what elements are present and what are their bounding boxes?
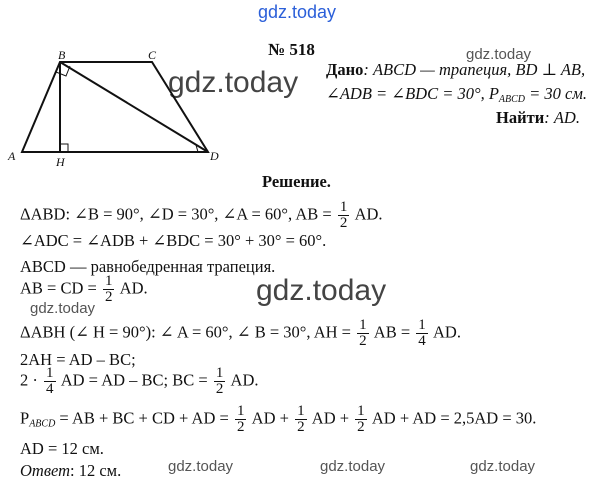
watermark-top: gdz.today <box>258 2 337 22</box>
solution-line-7: 2 · $\frac{1}{4}$ AD = AD – BC; BC = $\frac{1}{2}$ AD. <box>20 365 259 397</box>
trapezoid-figure <box>0 48 240 168</box>
right-angle-h <box>60 144 68 152</box>
solution-line-8: $P_{ABCD}$ = AB + BC + CD + AD = $\frac{1}{2}$ AD + $\frac{1}{2}$ AD + $\frac{1}{2}$ AD + AD = 2,5AD = 30. <box>20 403 537 435</box>
watermark-small: gdz.today <box>470 458 536 475</box>
vertex-label-h: H <box>56 155 65 168</box>
vertex-label-c: C <box>148 48 157 62</box>
watermark-small: gdz.today <box>466 46 532 63</box>
solution-heading: Решение. <box>262 172 331 191</box>
solution-line-4: AB = CD = $\frac{1}{2}$ AD. <box>20 273 148 305</box>
find-line: Найти: AD. <box>496 108 580 127</box>
problem-number: № 518 <box>268 40 315 59</box>
solution-line-6: 2AH = AD – BC; <box>20 350 136 369</box>
solution-line-1: ΔABD: ∠B = 90°, ∠D = 30°, ∠A = 60°, AB = $\frac{1}{2}$ AD. <box>20 199 383 231</box>
solution-line-3: ABCD — равнобедренная трапеция. <box>20 257 276 276</box>
watermark-large-2: gdz.today <box>256 274 387 307</box>
solution-line-5: ΔABH (∠ H = 90°): ∠ A = 60°, ∠ B = 30°, AH = $\frac{1}{2}$ AB = $\frac{1}{4}$ AD. <box>20 317 461 349</box>
vertex-label-d: D <box>210 149 219 163</box>
watermark-large-1: gdz.today <box>168 66 299 99</box>
solution-line-2: ∠ADC = ∠ADB + ∠BDC = 30° + 30° = 60°. <box>20 231 327 250</box>
diagonal-bd <box>60 62 208 152</box>
watermark-small: gdz.today <box>30 300 96 317</box>
solution-line-9: AD = 12 см. <box>20 439 104 458</box>
given-line-2: ∠ADB = ∠BDC = 30°, $P_{ABCD} = 30$ см. <box>326 84 588 105</box>
trapezoid-outline <box>22 62 208 152</box>
watermark-small: gdz.today <box>320 458 386 475</box>
vertex-label-a: A <box>8 149 16 163</box>
answer-line: Ответ: 12 см. <box>20 461 122 480</box>
given-line-1: Дано: ABCD — трапеция, BD ⊥ AB, <box>326 60 586 79</box>
vertex-label-b: B <box>58 48 66 62</box>
watermark-small: gdz.today <box>168 458 234 475</box>
